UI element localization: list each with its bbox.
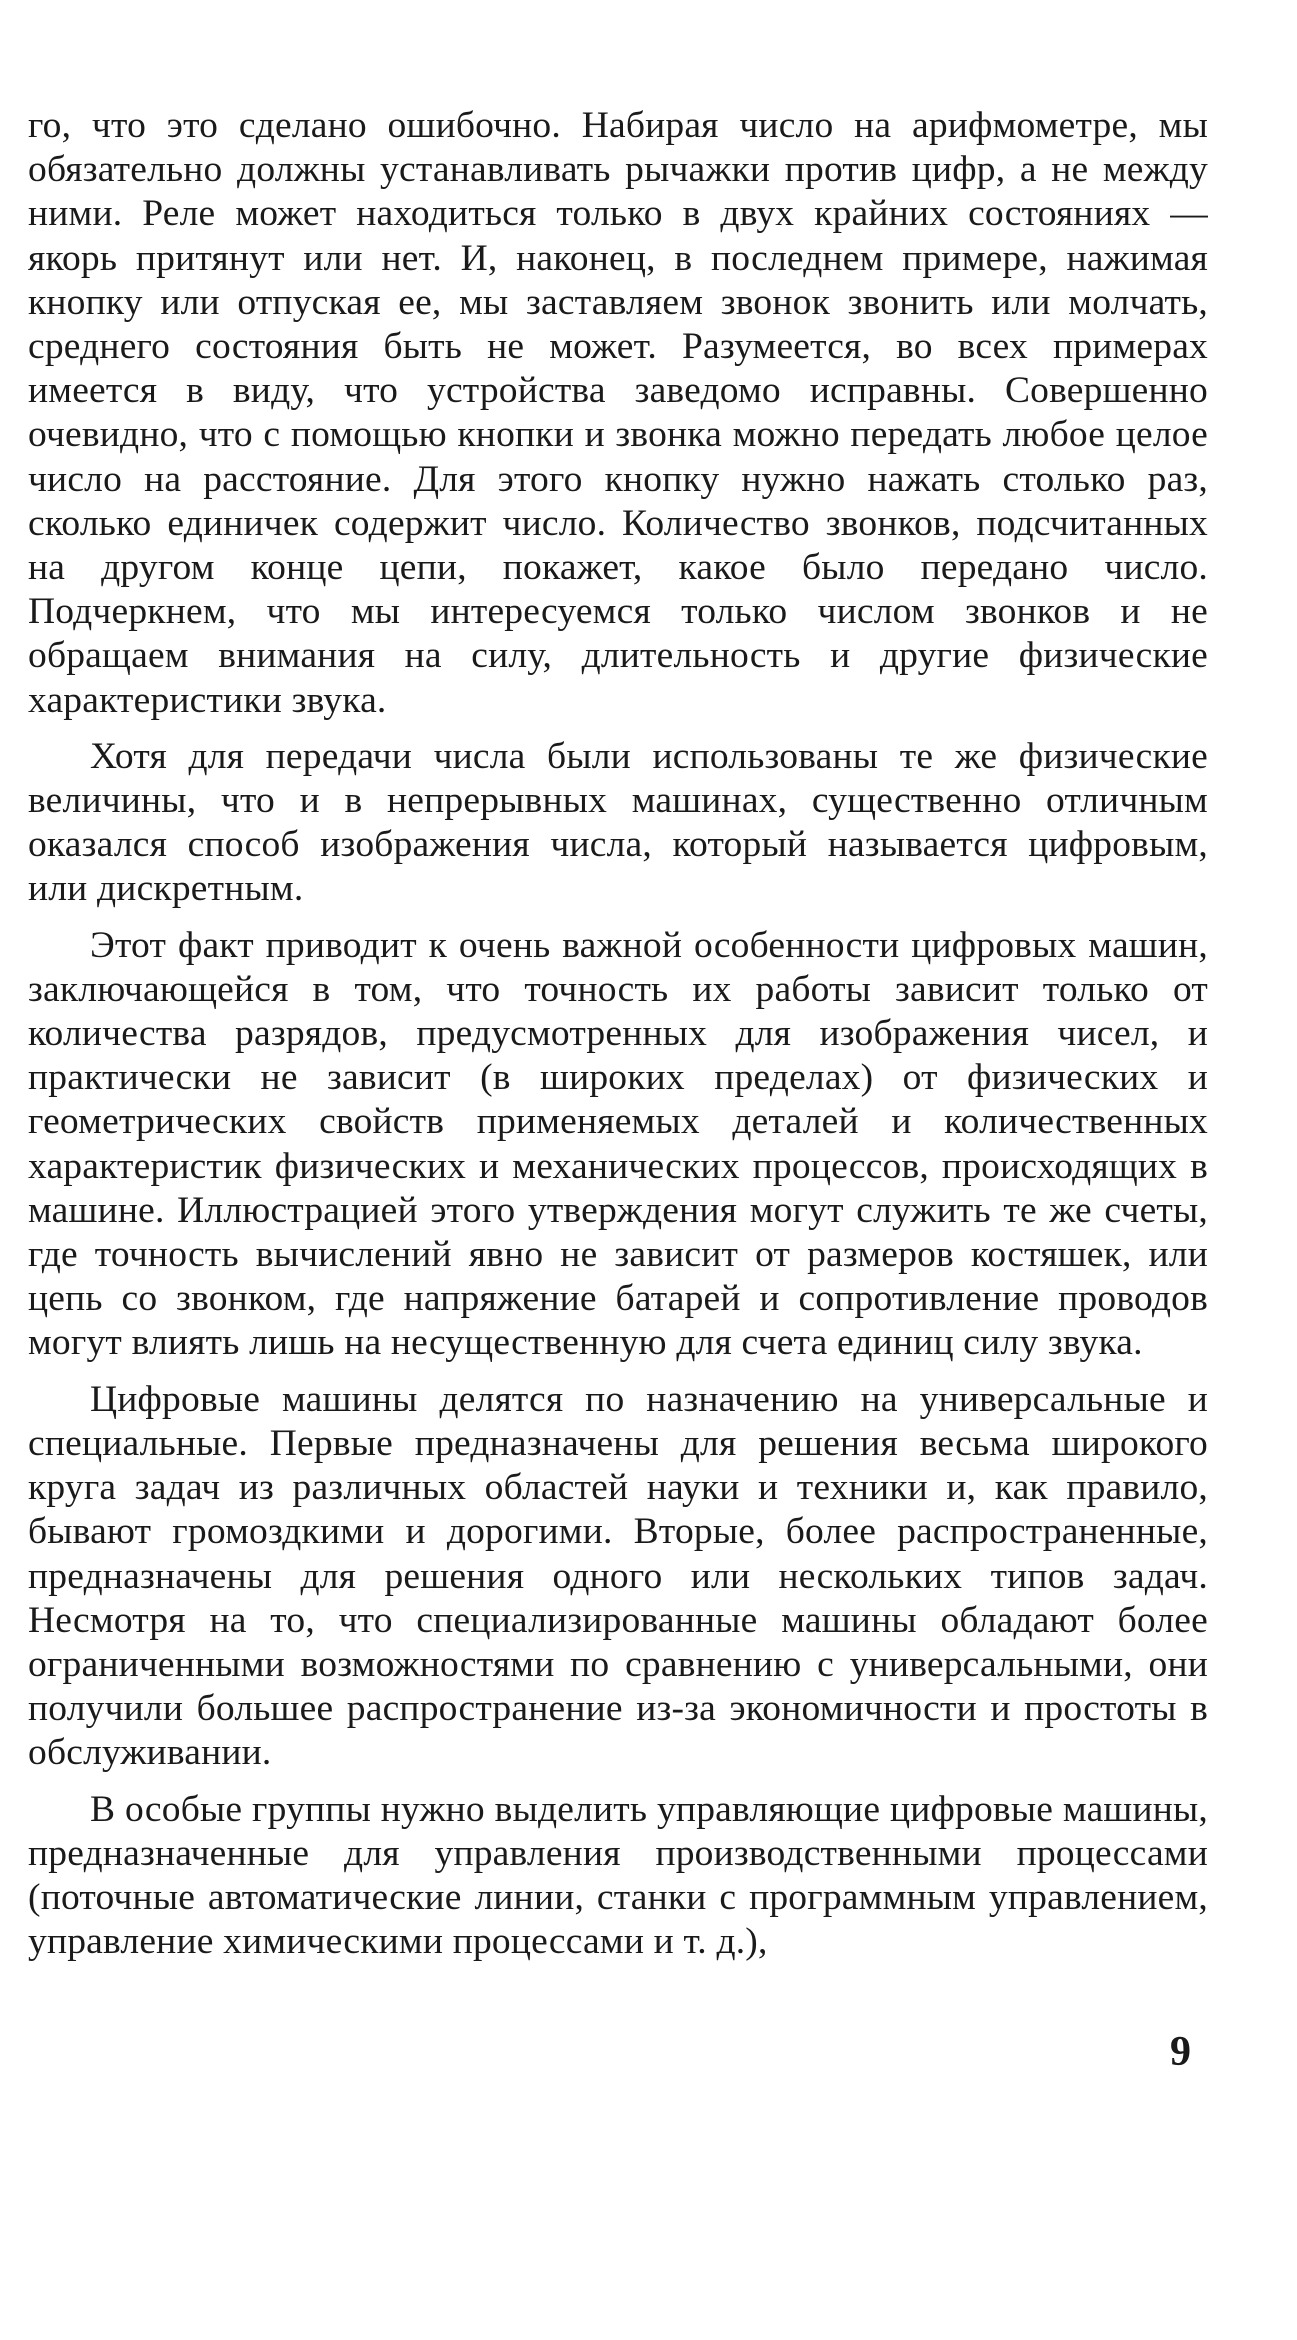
paragraph-continuation: го, что это сделано ошибочно. Набирая число на арифмометре, мы обязательно должны устанавливать рычажки против цифр, а не между ними. Реле может находиться только в двух крайних состояниях — якорь притянут или нет. И, наконец, в последнем примере, нажимая кнопку или отпуская ее, мы заставляем звонок звонить или молчать, среднего состояния быть не может. Разумеется, во всех примерах имеется в виду, что устройства заведомо исправны. Совершенно очевидно, что с помощью кнопки и звонка можно передать любое целое число на расстояние. Для этого кнопку нужно нажать столько раз, сколько единичек содержит число. Количество звонков, подсчитанных на другом конце цепи, покажет, какое было передано число. Подчеркнем, что мы интересуемся только числом звонков и не обращаем внимания на силу, длительность и другие физические характеристики звука. <box>28 105 1208 721</box>
paragraph-machine-types: Цифровые машины делятся по назначению на универсальные и специальные. Первые предназначены для решения весьма широкого круга задач из различных областей науки и техники и, как правило, бывают громоздкими и дорогими. Вторые, более распространенные, предназначены для решения одного или нескольких типов задач. Несмотря на то, что специализированные машины обладают более ограниченными возможностями по сравнению с универсальными, они получили большее распространение из-за экономичности и простоты в обслуживании. <box>28 1378 1208 1774</box>
body-text <box>28 104 1208 1976</box>
paragraph-precision: Этот факт приводит к очень важной особенности цифровых машин, заключающейся в том, что точность их работы зависит только от количества разрядов, предусмотренных для изображения чисел, и практически не зависит (в широких пределах) от физических и геометрических свойств применяемых деталей и количественных характеристик физических и механических процессов, происходящих в машине. Иллюстрацией этого утверждения могут служить те же счеты, где точность вычислений явно не зависит от размеров костяшек, или цепь со звонком, где напряжение батарей и сопротивление проводов могут влиять лишь на несущественную для счета единиц силу звука. <box>28 924 1208 1364</box>
paragraph-digital-representation: Хотя для передачи числа были использованы те же физические величины, что и в непрерывных машинах, существенно отличным оказался способ изображения числа, который называется цифровым, или дискретным. <box>28 735 1208 910</box>
page-number: 9 <box>1170 2029 1191 2075</box>
paragraph-control-machines: В особые группы нужно выделить управляющие цифровые машины, предназначенные для управления производственными процессами (поточные автоматические линии, станки с программным управлением, управление химическими процессами и т. д.), <box>28 1788 1208 1963</box>
